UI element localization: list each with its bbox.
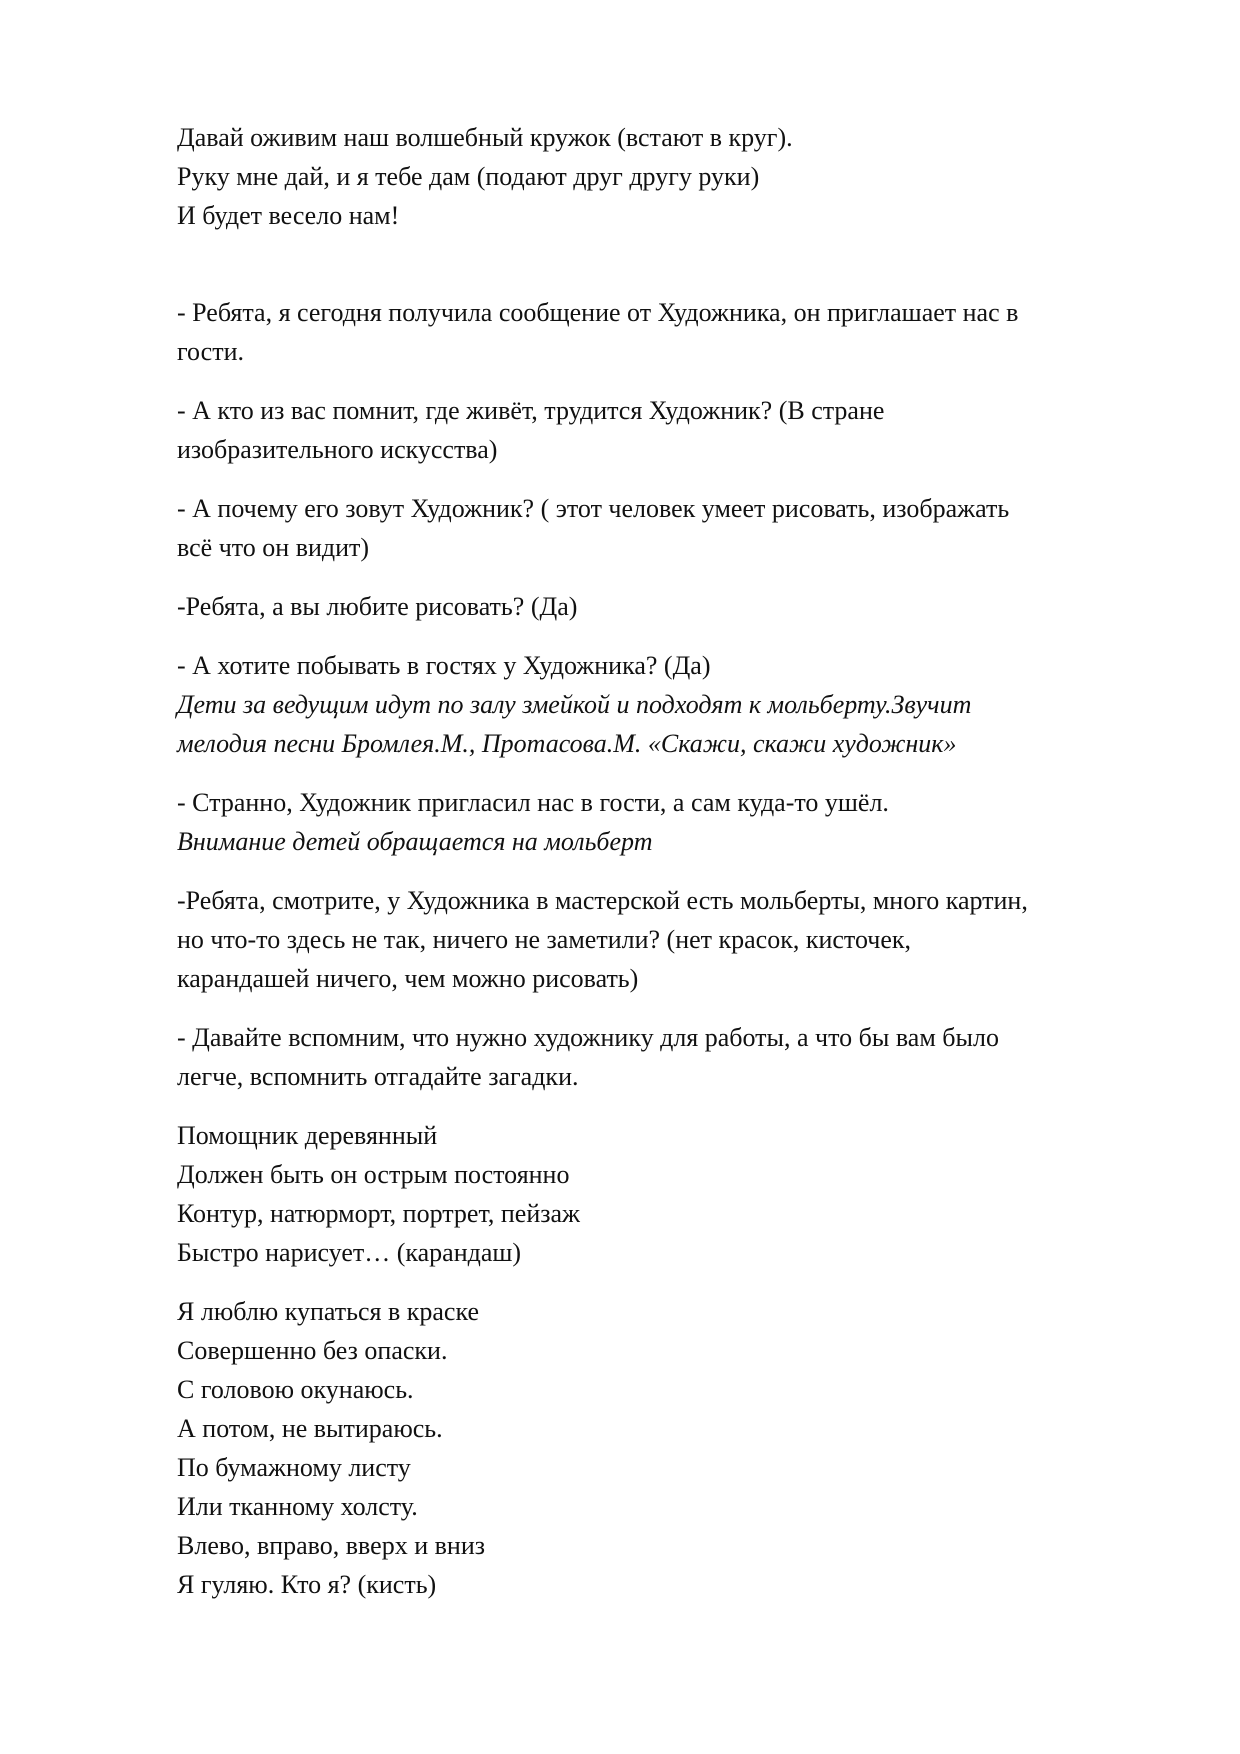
text-line: Руку мне дай, и я тебе дам (подают друг другу руки) <box>177 162 760 191</box>
text-line: Влево, вправо, вверх и вниз <box>177 1531 486 1560</box>
stage-direction-line: мелодия песни Бромлея.М., Протасова.М. «Скажи, скажи художник» <box>177 729 957 758</box>
text-line: Совершенно без опаски. <box>177 1336 448 1365</box>
riddle-pencil <box>177 1116 1167 1272</box>
text-line: Или тканному холсту. <box>177 1492 418 1521</box>
paragraph-question-where <box>177 391 1167 469</box>
text-line: но что-то здесь не так, ничего не заметили? (нет красок, кисточек, <box>177 925 912 954</box>
document-body <box>177 118 1167 1604</box>
greeting-verse <box>177 118 1167 235</box>
text-line: гости. <box>177 337 244 366</box>
text-line: С головою окунаюсь. <box>177 1375 414 1404</box>
stage-direction-line: Внимание детей обращается на мольберт <box>177 827 653 856</box>
text-line: И будет весело нам! <box>177 201 400 230</box>
text-line: - А почему его зовут Художник? ( этот человек умеет рисовать, изображать <box>177 494 1010 523</box>
text-line: Контур, натюрморт, портрет, пейзаж <box>177 1199 581 1228</box>
text-line: Быстро нарисует… (карандаш) <box>177 1238 522 1267</box>
text-line: - А кто из вас помнит, где живёт, трудится Художник? (В стране <box>177 396 885 425</box>
text-line: Должен быть он острым постоянно <box>177 1160 570 1189</box>
text-line: -Ребята, а вы любите рисовать? (Да) <box>177 592 578 621</box>
paragraph-question-draw <box>177 587 1167 626</box>
riddle-brush <box>177 1292 1167 1604</box>
paragraph-visit <box>177 646 1167 763</box>
text-line: -Ребята, смотрите, у Художника в мастерской есть мольберты, много картин, <box>177 886 1028 915</box>
paragraph-question-why <box>177 489 1167 567</box>
text-line: - А хотите побывать в гостях у Художника? (Да) <box>177 651 711 680</box>
text-line: легче, вспомнить отгадайте загадки. <box>177 1062 579 1091</box>
text-line: - Давайте вспомним, что нужно художнику для работы, а что бы вам было <box>177 1023 999 1052</box>
text-line: всё что он видит) <box>177 533 370 562</box>
stage-direction-line: Дети за ведущим идут по залу змейкой и подходят к мольберту.Звучит <box>177 690 972 719</box>
paragraph-workshop <box>177 881 1167 998</box>
text-line: А потом, не вытираюсь. <box>177 1414 443 1443</box>
paragraph-invitation <box>177 293 1167 371</box>
text-line: изобразительного искусства) <box>177 435 498 464</box>
text-line: - Ребята, я сегодня получила сообщение от Художника, он приглашает нас в <box>177 298 1019 327</box>
text-line: карандашей ничего, чем можно рисовать) <box>177 964 639 993</box>
text-line: По бумажному листу <box>177 1453 411 1482</box>
paragraph-strange <box>177 783 1167 861</box>
text-line: Давай оживим наш волшебный кружок (встают в круг). <box>177 123 793 152</box>
text-line: Помощник деревянный <box>177 1121 438 1150</box>
paragraph-riddles-intro <box>177 1018 1167 1096</box>
text-line: Я гуляю. Кто я? (кисть) <box>177 1570 437 1599</box>
text-line: - Странно, Художник пригласил нас в гости, а сам куда-то ушёл. <box>177 788 889 817</box>
text-line: Я люблю купаться в краске <box>177 1297 479 1326</box>
